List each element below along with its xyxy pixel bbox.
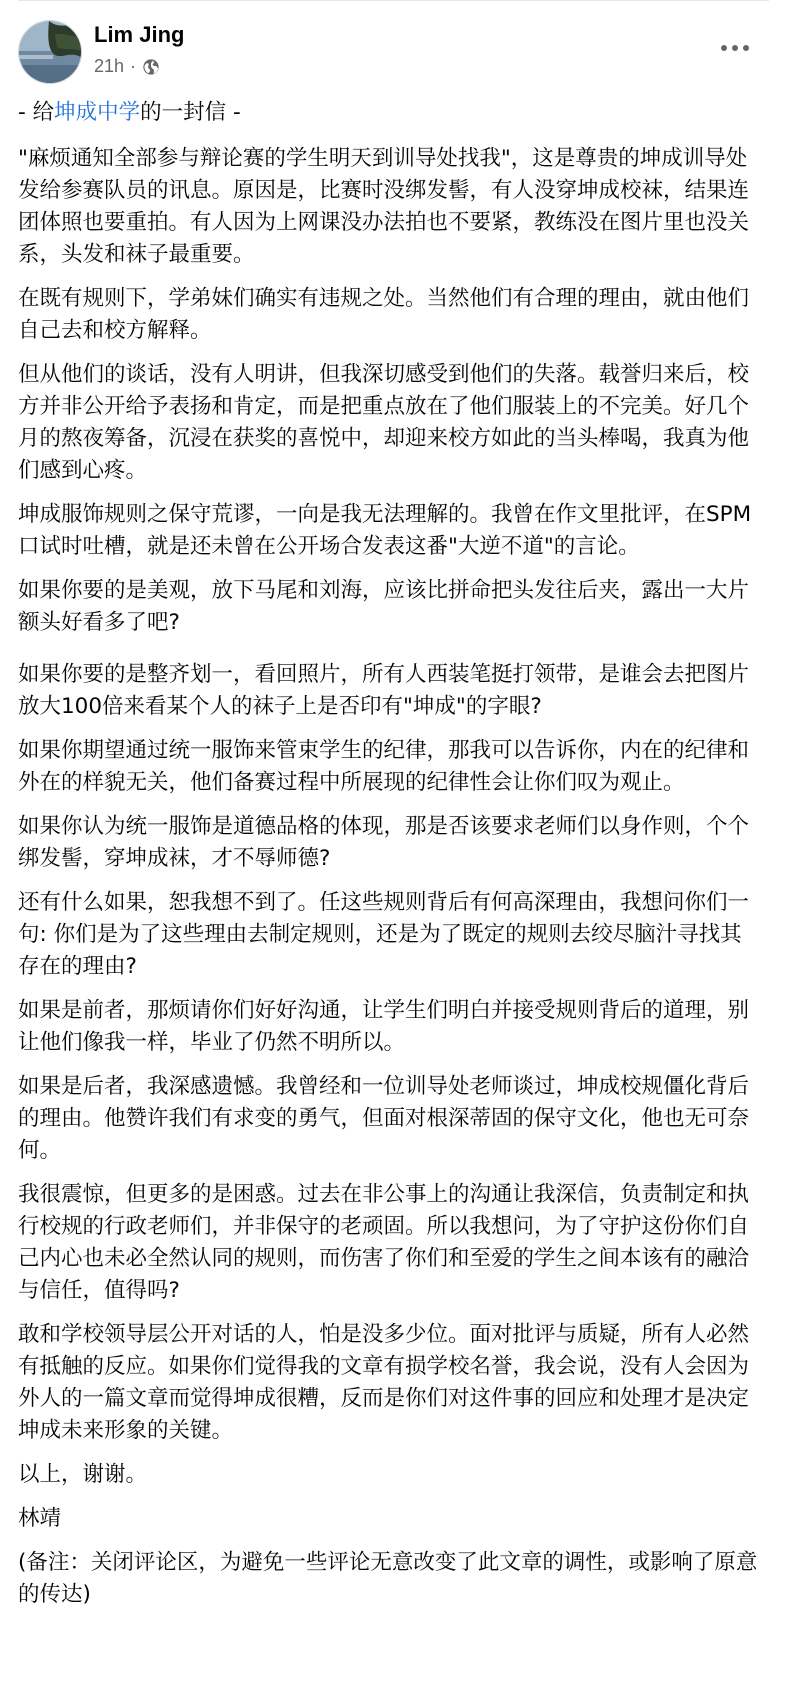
avatar[interactable] [18,20,82,84]
post-time[interactable]: 21h [94,56,125,76]
closing-line: 以上，谢谢。 [18,1462,148,1487]
paragraph: 坤成服饰规则之保守荒谬，一向是我无法理解的。我曾在作文里批评，在SPM口试时吐槽，就是还未曾在公开场合发表这番"大逆不道"的言论。 [18,502,752,559]
school-link[interactable]: 坤成中学 [54,100,141,125]
paragraph: 敢和学校领导层公开对话的人，怕是没多少位。面对批评与质疑，所有人必然有抵触的反应。如果你们觉得我的文章有损学校名誉，我会说，没有人会因为外人的一篇文章而觉得坤成很糟，反而是你们对这件事的回应和处理才是决定坤成未来形象的关键。 [18,1322,750,1443]
paragraph: 在既有规则下，学弟妹们确实有违规之处。当然他们有合理的理由，就由他们自己去和校方解释。 [18,286,750,343]
top-divider [18,0,769,1]
dot-icon [721,45,727,51]
paragraph: 还有什么如果，恕我想不到了。任这些规则背后有何高深理由，我想问你们一句: 你们是为了这些理由去制定规则，还是为了既定的规则去绞尽脑汁寻找其存在的理由? [18,890,750,979]
paragraph: 如果你期望通过统一服饰来管束学生的纪律，那我可以告诉你，内在的纪律和外在的样貌无关，他们备赛过程中所展现的纪律性会让你们叹为观止。 [18,738,750,795]
paragraph: 如果是后者，我深感遗憾。我曾经和一位训导处老师谈过，坤成校规僵化背后的理由。他赞许我们有求变的勇气，但面对根深蒂固的保守文化，他也无可奈何。 [18,1074,750,1163]
paragraph: 如果是前者，那烦请你们好好沟通，让学生们明白并接受规则背后的道理，别让他们像我一样，毕业了仍然不明所以。 [18,998,750,1055]
paragraph: 如果你认为统一服饰是道德品格的体现，那是否该要求老师们以身作则，个个绑发髻，穿坤成袜，才不辱师德? [18,814,750,871]
dot-icon [743,45,749,51]
paragraph: 如果你要的是美观，放下马尾和刘海，应该比拼命把头发往后夹，露出一大片额头好看多了吧? [18,578,750,635]
author-name[interactable]: Lim Jing [94,22,185,47]
paragraph: "麻烦通知全部参与辩论赛的学生明天到训导处找我"，这是尊贵的坤成训导处发给参赛队员的讯息。原因是，比赛时没绑发髻，有人没穿坤成校袜，结果连团体照也要重拍。有人因为上网课没办法拍也不要紧，教练没在图片里也没关系，头发和袜子最重要。 [18,146,750,267]
signature-name: 林靖 [18,1506,62,1531]
title-suffix: 的一封信 - [140,100,241,125]
meta-separator: · [130,56,137,76]
title-prefix: - 给 [18,100,55,125]
paragraph: 我很震惊，但更多的是困惑。过去在非公事上的沟通让我深信，负责制定和执行校规的行政老师们，并非保守的老顽固。所以我想问，为了守护这份你们自己内心也未必全然认同的规则，而伤害了你们和至爱的学生之间本该有的融洽与信任，值得吗? [18,1182,750,1303]
paragraph: 如果你要的是整齐划一，看回照片，所有人西装笔挺打领带，是谁会去把图片放大100倍来看某个人的袜子上是否印有"坤成"的字眼? [18,662,750,719]
post-content [18,97,758,1623]
post-header [18,20,769,84]
footnote: (备注：关闭评论区，为避免一些评论无意改变了此文章的调性，或影响了原意的传达) [18,1550,758,1607]
globe-icon [142,58,160,76]
more-options-button[interactable] [715,36,755,60]
dot-icon [732,45,738,51]
post-meta [94,56,160,77]
avatar-image [19,21,81,83]
letter-title [18,97,758,129]
paragraph: 但从他们的谈话，没有人明讲，但我深切感受到他们的失落。载誉归来后，校方并非公开给予表扬和肯定，而是把重点放在了他们服装上的不完美。好几个月的熬夜筹备，沉浸在获奖的喜悦中，却迎来校方如此的当头棒喝，我真为他们感到心疼。 [18,362,750,483]
